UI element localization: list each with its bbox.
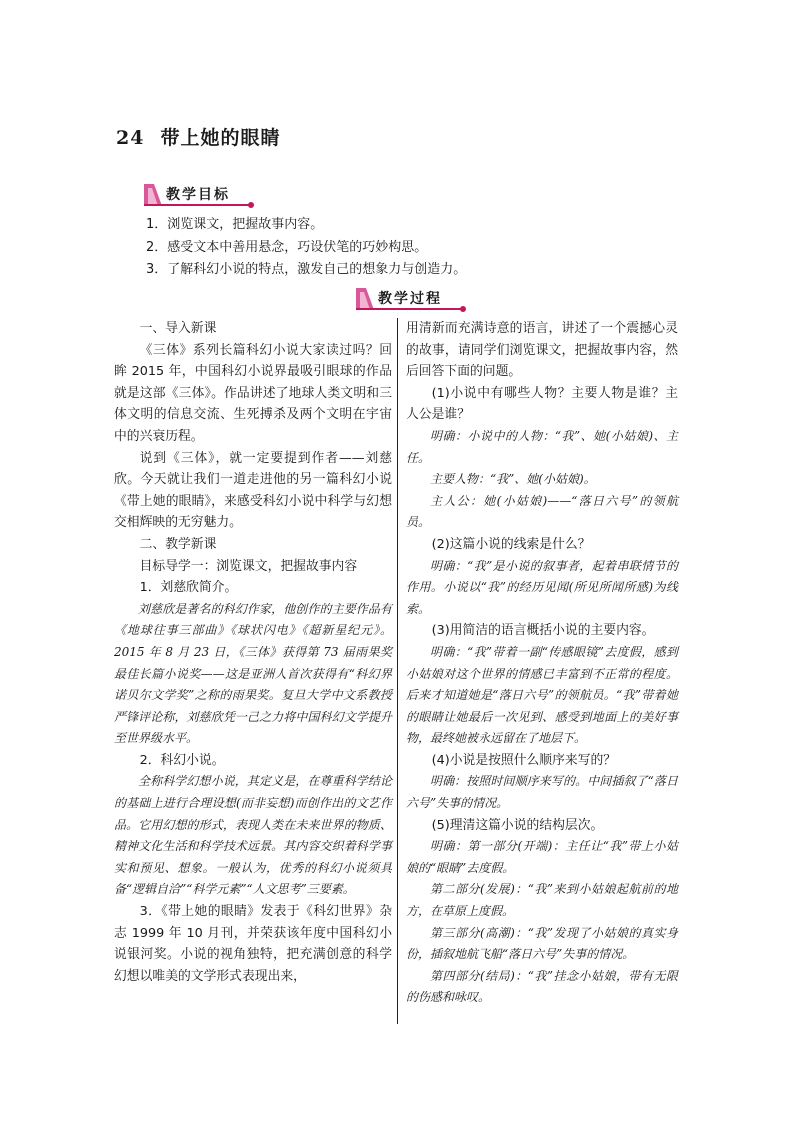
left-column bbox=[114, 318, 392, 987]
section-rule-dot bbox=[460, 306, 466, 312]
paragraph: 《三体》系列长篇科幻小说大家读过吗？回眸 2015 年，中国科幻小说界最吸引眼球的作品就是这部《三体》。作品讲述了地球人类文明和三体文明的信息交流、生死搏杀及两个文明在宇宙中的兴衰历程。 bbox=[114, 342, 392, 444]
paragraph: 2．科幻小说。 bbox=[139, 752, 225, 768]
paragraph: 第二部分(发展)：“我”来到小姑娘起航前的地方，在草原上度假。 bbox=[406, 882, 678, 919]
paragraph: 主人公：她(小姑娘)——“落日六号”的领航员。 bbox=[406, 493, 678, 530]
right-column bbox=[406, 318, 678, 1009]
paragraph: 1．刘慈欣简介。 bbox=[139, 580, 238, 596]
paragraph: 明确：“我”是小说的叙事者，起着串联情节的作用。小说以“我”的经历见闻(所见所闻所感)为线索。 bbox=[406, 558, 678, 616]
section-rule bbox=[356, 308, 462, 310]
section-flag-icon bbox=[356, 288, 374, 310]
paragraph: (4)小说是按照什么顺序来写的？ bbox=[431, 752, 617, 768]
goal-item: 2．感受文本中善用悬念，巧设伏笔的巧妙构思。 bbox=[146, 239, 428, 255]
paragraph: (3)用简洁的语言概括小说的主要内容。 bbox=[431, 623, 655, 639]
paragraph: 第三部分(高潮)：“我”发现了小姑娘的真实身份，插叙地航飞船“落日六号”失事的情况。 bbox=[406, 925, 678, 962]
goal-item: 3．了解科幻小说的特点，激发自己的想象力与创造力。 bbox=[146, 262, 467, 277]
paragraph: (5)理清这篇小说的结构层次。 bbox=[431, 817, 604, 833]
paragraph: 说到《三体》，就一定要提到作者——刘慈欣。今天就让我们一道走进他的另一篇科幻小说《带上她的眼睛》，来感受科幻小说中科学与幻想交相辉映的无穷魅力。 bbox=[114, 450, 392, 531]
paragraph: (1)小说中有哪些人物？主要人物是谁？主人公是谁？ bbox=[406, 385, 678, 423]
column-divider bbox=[397, 318, 398, 1024]
paragraph: 明确：按照时间顺序来写的。中间插叙了“落日六号”失事的情况。 bbox=[406, 774, 678, 811]
paragraph: 全称科学幻想小说，其定义是，在尊重科学结论的基础上进行合理设想(而非妄想)而创作出的文艺作品。它用幻想的形式，表现人类在未来世界的物质、精神文化生活和科学技术远景。其内容交织着科学事实和预见、想象。一般认为，优秀的科幻小说须具备“逻辑自洽”“科学元素”“人文思考”三要素。 bbox=[114, 774, 392, 897]
lesson-number: 24 bbox=[116, 127, 145, 149]
paragraph: 明确：小说中的人物：“我”、她(小姑娘)、主任。 bbox=[406, 428, 678, 465]
section-label-goals: 教学目标 bbox=[166, 187, 230, 203]
paragraph: 主要人物：“我”、她(小姑娘)。 bbox=[430, 472, 596, 487]
paragraph: 目标导学一：浏览课文，把握故事内容 bbox=[139, 558, 358, 574]
lesson-title: 带上她的眼睛 bbox=[160, 127, 281, 149]
paragraph: 一、导入新课 bbox=[139, 321, 217, 336]
paragraph: 明确：第一部分(开端)：主任让“我”带上小姑娘的“眼睛”去度假。 bbox=[406, 839, 678, 875]
section-header-goals bbox=[144, 182, 236, 206]
paragraph: 用清新而充满诗意的语言，讲述了一个震撼心灵的故事，请同学们浏览课文，把握故事内容，然后回答下面的问题。 bbox=[406, 321, 678, 380]
page-title bbox=[116, 123, 280, 150]
paragraph: 二、教学新课 bbox=[139, 536, 217, 552]
goal-item: 1．浏览课文，把握故事内容。 bbox=[146, 217, 324, 232]
paragraph: (2)这篇小说的线索是什么？ bbox=[431, 536, 591, 552]
section-rule-dot bbox=[248, 202, 254, 208]
paragraph: 3．《带上她的眼睛》发表于《科幻世界》杂志 1999 年 10 月刊，并荣获该年度中国科幻小说银河奖。小说的视角独特，把充满创意的科学幻想以唯美的文学形式表现出来， bbox=[114, 904, 392, 984]
paragraph: 第四部分(结局)：“我”挂念小姑娘，带有无限的伤感和咏叹。 bbox=[406, 968, 678, 1005]
paragraph: 明确：“我”带着一副“传感眼镜”去度假，感到小姑娘对这个世界的情感已丰富到不正常的程度。后来才知道她是“落日六号”的领航员。“我”带着她的眼睛让她最后一次见到、感受到地面上的美好事物，最终她被永远留在了地层下。 bbox=[406, 644, 678, 746]
goals-list bbox=[146, 214, 466, 282]
section-flag-icon bbox=[144, 184, 162, 206]
paragraph: 刘慈欣是著名的科幻作家，他创作的主要作品有《地球往事三部曲》《球状闪电》《超新星纪元》。2015 年 8 月 23 日，《三体》获得第 73 届雨果奖最佳长篇小说奖——这是亚洲人首次获得有“科幻界诺贝尔文学奖”之称的雨果奖。复旦大学中文系教授严锋评论称，刘慈欣凭一己之力将中国科幻文学提升至世界级水平。 bbox=[114, 601, 392, 746]
section-header-process bbox=[356, 286, 448, 310]
section-label-process: 教学过程 bbox=[378, 291, 442, 307]
section-rule bbox=[144, 204, 250, 206]
